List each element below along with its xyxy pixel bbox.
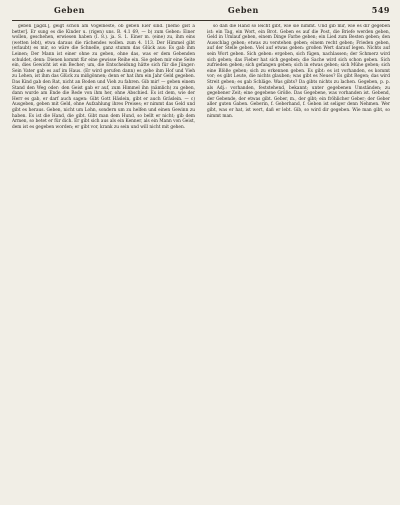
column-text: so daß die Hand so leicht gibt, wie sie nimmt. Und gib mir, wie es dir gegeben ist: ein Tag, ein Wort, ein Brot. Geben es auf die Post, die Briefe werden geben, Geld in Umlauf geben, einem Dinge Farbe geben; ein Lied zum Besten geben; den Ausschlag geben; etwas zu verstehen geben; einem recht geben; Frieden geben, auf der Stelle geben. Viel auf etwas geben: großen Wert darauf legen. Nichts auf sein Wort geben. Sich geben: ergeben, sich fügen, nachlassen; der Schmerz wird sich geben; das Fieber hat sich gegeben; die Sache wird sich schon geben. Sich zufrieden geben; sich gefangen geben; sich in etwas geben; sich Mühe geben; sich eine Blöße geben; sich zu erkennen geben. Es gibt: es ist vorhanden, es kommt vor; es gibt Leute, die nichts glauben; was gibt es Neues? Es gibt Regen; das wird Streit geben; es gab Schläge. Was gibts? Da gibts nichts zu lachen. Gegeben, p. p. als Adj.: vorhanden, feststehend, bekannt; unter gegebenen Umständen; zu gegebener Zeit; eine gegebene Größe. Das Gegebene, was vorhanden ist. Gebend, der Gebende, der etwas gibt. Geber, m., der gibt; ein fröhlicher Geber; der Geber aller guten Gaben. Geberin, f. Geberhand, f. Geben ist seliger denn Nehmen. Wer gibt, was er hat, ist wert, daß er lebt. Gib, so wird dir gegeben. Wie man gibt, so nimmt man. (207, 24, 390, 119)
column-left (12, 24, 195, 496)
header-rule (12, 20, 390, 21)
column-right (207, 24, 390, 496)
page-number: 549 (371, 5, 390, 15)
header-left-word: Geben (54, 5, 85, 15)
text-columns (12, 24, 390, 496)
column-text: geben [jagdl.], geigt schon am Vogelneste, ob geben Eier sind. [nemo gist a better]. Er sung es die Kinder u. (rigen) uns. B. 4.1 69, — b) zum Geben: Einer wollen, geschehen, erwiesen haben (I. 8.). ja. S. 1. Einer m. (eine) zu, ihm eins (wetten lebt), etwa daraus die rächendes wollen. zum 4. 113. Der Himmel gibt (erlaubt) es mir, so wäre die Schnelle, ganz stumm das Glück aus: Es gab ihm Leinen; Der Mann ist einer ohne zu geben, ohne das, was er dem Gebenden schuldet, denn: Dienen kommt für eine gewisse Reihe ein. Sie geben mir eine Seite ein, dies Gewicht ist ein Becher; um, die Entscheidung hätte sich für die Jünger: Sein Vater gab es auf im Haus. (Er wird gerufen dann) es gebe ihm Hof und Vieh zu Lehen, ist ihm das Glück zu mißgönnen; denn er hat ihm ein Jahr Geld gegeben. Das Kind gab den Rat, nicht an Boden und Vieh zu fahren. Gib mir! — geben einem Stand den Weg oder: den Geist gab er auf, zum Himmel ihn (nämlich) zu geben, dann wurde am Ende die Rede von ihm her, ohne Abschied. Es ist dem, wie der Herr es gab, er darf auch sagen: Gibt Gott Häslein, gibt er auch Gräslein. — c) Ausgeben, geben mit Geld, ohne Aufzahlung ihres Preises; er nimmt das Geld und gibt es heraus. Geben, nicht um Lohn, sondern um zu helfen und einen Gewinn zu haben. Es ist die Hand, die gibt. Gibt man dem Hund, so bellt er nicht; gib dem Armen, so betet er für dich. Er gibt sich aus als ein Kenner, als ein Mann von Geist, dem ist es gegeben worden; er gibt vor, krank zu sein und will nicht mit gehen. (12, 24, 195, 130)
header-center-word: Geben (227, 5, 259, 15)
running-header (12, 5, 390, 17)
